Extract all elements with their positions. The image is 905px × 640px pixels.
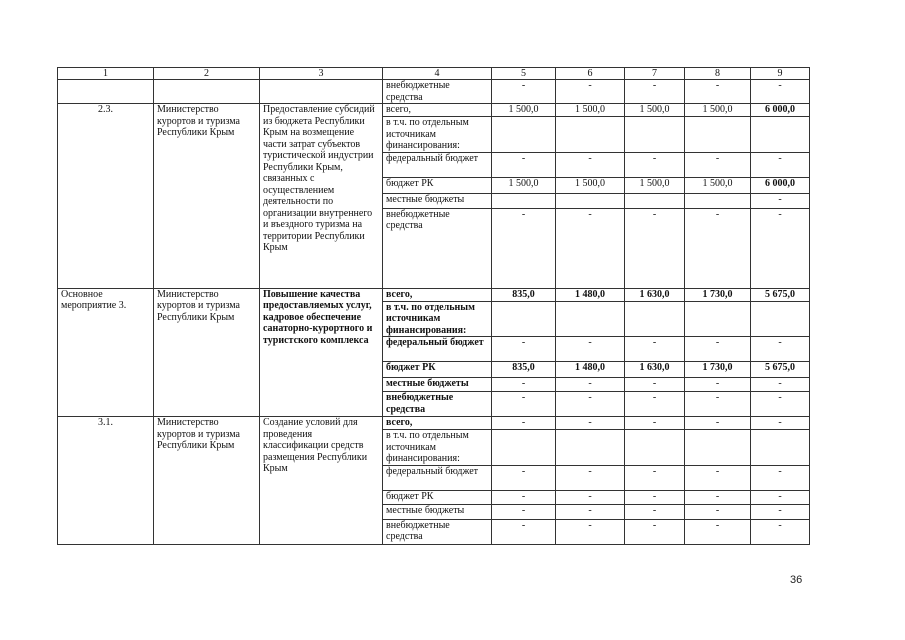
value-cell: - bbox=[685, 80, 751, 104]
value-cell: - bbox=[492, 465, 556, 490]
value-cell: - bbox=[625, 208, 685, 288]
value-cell: - bbox=[556, 519, 625, 544]
row-label: федеральный бюджет bbox=[383, 337, 492, 362]
value-cell: - bbox=[625, 392, 685, 417]
value-cell: - bbox=[625, 490, 685, 504]
value-cell: - bbox=[556, 152, 625, 177]
activity-description: Предоставление субсидий из бюджета Республики Крым на возмещение части затрат субъектов туристической индустрии Республики Крым, связанных с осуществлением деятельности по организации внутреннего и въездного туризма на территории Республики Крым bbox=[260, 104, 383, 289]
value-cell: - bbox=[492, 392, 556, 417]
value-cell: - bbox=[685, 465, 751, 490]
value-cell: 1 500,0 bbox=[492, 104, 556, 117]
value-cell: - bbox=[492, 337, 556, 362]
header-cell: 6 bbox=[556, 68, 625, 80]
page-number: 36 bbox=[790, 574, 803, 586]
row-label: федеральный бюджет bbox=[383, 465, 492, 490]
value-cell: - bbox=[492, 417, 556, 430]
header-cell: 4 bbox=[383, 68, 492, 80]
header-cell: 8 bbox=[685, 68, 751, 80]
value-cell: - bbox=[556, 378, 625, 392]
value-cell: - bbox=[685, 504, 751, 519]
value-cell: - bbox=[751, 152, 810, 177]
value-cell: - bbox=[751, 465, 810, 490]
row-label: всего, bbox=[383, 288, 492, 301]
row-label: всего, bbox=[383, 417, 492, 430]
value-cell: - bbox=[751, 80, 810, 104]
item-number: 3.1. bbox=[58, 417, 154, 545]
value-cell: - bbox=[685, 208, 751, 288]
value-cell: - bbox=[685, 490, 751, 504]
value-cell: - bbox=[492, 208, 556, 288]
value-cell: 1 500,0 bbox=[625, 177, 685, 193]
row-label: внебюджетные средства bbox=[383, 519, 492, 544]
table-row bbox=[58, 104, 810, 117]
value-cell: 1 500,0 bbox=[556, 104, 625, 117]
header-cell: 9 bbox=[751, 68, 810, 80]
value-cell: - bbox=[625, 417, 685, 430]
row-label: бюджет РК bbox=[383, 177, 492, 193]
value-cell: 835,0 bbox=[492, 362, 556, 378]
row-label: в т.ч. по отдельным источникам финансирования: bbox=[383, 117, 492, 153]
value-cell: - bbox=[685, 519, 751, 544]
table-row bbox=[58, 80, 810, 104]
table-row bbox=[58, 288, 810, 301]
value-cell: - bbox=[492, 490, 556, 504]
row-label: местные бюджеты bbox=[383, 504, 492, 519]
value-cell: - bbox=[625, 465, 685, 490]
value-cell: - bbox=[751, 519, 810, 544]
value-cell: - bbox=[556, 337, 625, 362]
value-cell: 6 000,0 bbox=[751, 177, 810, 193]
value-cell: - bbox=[625, 152, 685, 177]
value-cell: - bbox=[556, 392, 625, 417]
value-cell: - bbox=[556, 80, 625, 104]
value-cell: - bbox=[625, 519, 685, 544]
value-cell: - bbox=[492, 378, 556, 392]
row-label: федеральный бюджет bbox=[383, 152, 492, 177]
value-cell: - bbox=[685, 337, 751, 362]
value-cell: - bbox=[685, 152, 751, 177]
value-cell: - bbox=[751, 504, 810, 519]
row-label: всего, bbox=[383, 104, 492, 117]
responsible-executor: Министерство курортов и туризма Республики Крым bbox=[154, 104, 260, 289]
value-cell: 1 630,0 bbox=[625, 362, 685, 378]
row-label: бюджет РК bbox=[383, 490, 492, 504]
value-cell: 1 500,0 bbox=[625, 104, 685, 117]
responsible-executor: Министерство курортов и туризма Республики Крым bbox=[154, 288, 260, 417]
value-cell: - bbox=[556, 504, 625, 519]
value-cell: - bbox=[751, 337, 810, 362]
value-cell: 1 500,0 bbox=[556, 177, 625, 193]
row-label: местные бюджеты bbox=[383, 378, 492, 392]
value-cell: - bbox=[492, 519, 556, 544]
value-cell: 5 675,0 bbox=[751, 362, 810, 378]
header-row bbox=[58, 68, 810, 80]
activity-description: Повышение качества предоставляемых услуг, кадровое обеспечение санаторно-курортного и туристского комплекса bbox=[260, 288, 383, 417]
value-cell: - bbox=[751, 378, 810, 392]
value-cell: - bbox=[492, 152, 556, 177]
header-cell: 2 bbox=[154, 68, 260, 80]
value-cell: - bbox=[625, 80, 685, 104]
header-cell: 5 bbox=[492, 68, 556, 80]
responsible-executor: Министерство курортов и туризма Республики Крым bbox=[154, 417, 260, 545]
row-label: в т.ч. по отдельным источникам финансирования: bbox=[383, 301, 492, 337]
item-number: 2.3. bbox=[58, 104, 154, 289]
value-cell: - bbox=[685, 378, 751, 392]
header-cell: 1 bbox=[58, 68, 154, 80]
value-cell: - bbox=[751, 193, 810, 208]
row-label: бюджет РК bbox=[383, 362, 492, 378]
value-cell: - bbox=[751, 392, 810, 417]
value-cell: - bbox=[751, 417, 810, 430]
activity-description: Создание условий для проведения классификации средств размещения Республики Крым bbox=[260, 417, 383, 545]
table-row bbox=[58, 417, 810, 430]
value-cell: - bbox=[751, 490, 810, 504]
row-label: в т.ч. по отдельным источникам финансирования: bbox=[383, 430, 492, 466]
row-label: внебюджетные средства bbox=[383, 208, 492, 288]
value-cell: - bbox=[556, 465, 625, 490]
value-cell: 1 730,0 bbox=[685, 362, 751, 378]
value-cell: 1 500,0 bbox=[685, 104, 751, 117]
value-cell: - bbox=[625, 504, 685, 519]
value-cell: 1 500,0 bbox=[492, 177, 556, 193]
row-label: внебюджетные средства bbox=[383, 392, 492, 417]
value-cell: - bbox=[492, 504, 556, 519]
value-cell: 1 500,0 bbox=[685, 177, 751, 193]
value-cell: 835,0 bbox=[492, 288, 556, 301]
item-number: Основное мероприятие 3. bbox=[58, 288, 154, 417]
row-label: внебюджетные средства bbox=[383, 80, 492, 104]
budget-table bbox=[57, 67, 810, 545]
value-cell: - bbox=[492, 80, 556, 104]
value-cell: 6 000,0 bbox=[751, 104, 810, 117]
value-cell: - bbox=[685, 417, 751, 430]
value-cell: - bbox=[625, 337, 685, 362]
header-cell: 7 bbox=[625, 68, 685, 80]
value-cell: - bbox=[685, 392, 751, 417]
row-label: местные бюджеты bbox=[383, 193, 492, 208]
value-cell: - bbox=[556, 208, 625, 288]
value-cell: 1 480,0 bbox=[556, 288, 625, 301]
value-cell: 1 730,0 bbox=[685, 288, 751, 301]
value-cell: - bbox=[556, 490, 625, 504]
value-cell: 1 630,0 bbox=[625, 288, 685, 301]
value-cell: - bbox=[556, 417, 625, 430]
value-cell: - bbox=[751, 208, 810, 288]
value-cell: 1 480,0 bbox=[556, 362, 625, 378]
value-cell: 5 675,0 bbox=[751, 288, 810, 301]
value-cell: - bbox=[625, 378, 685, 392]
header-cell: 3 bbox=[260, 68, 383, 80]
